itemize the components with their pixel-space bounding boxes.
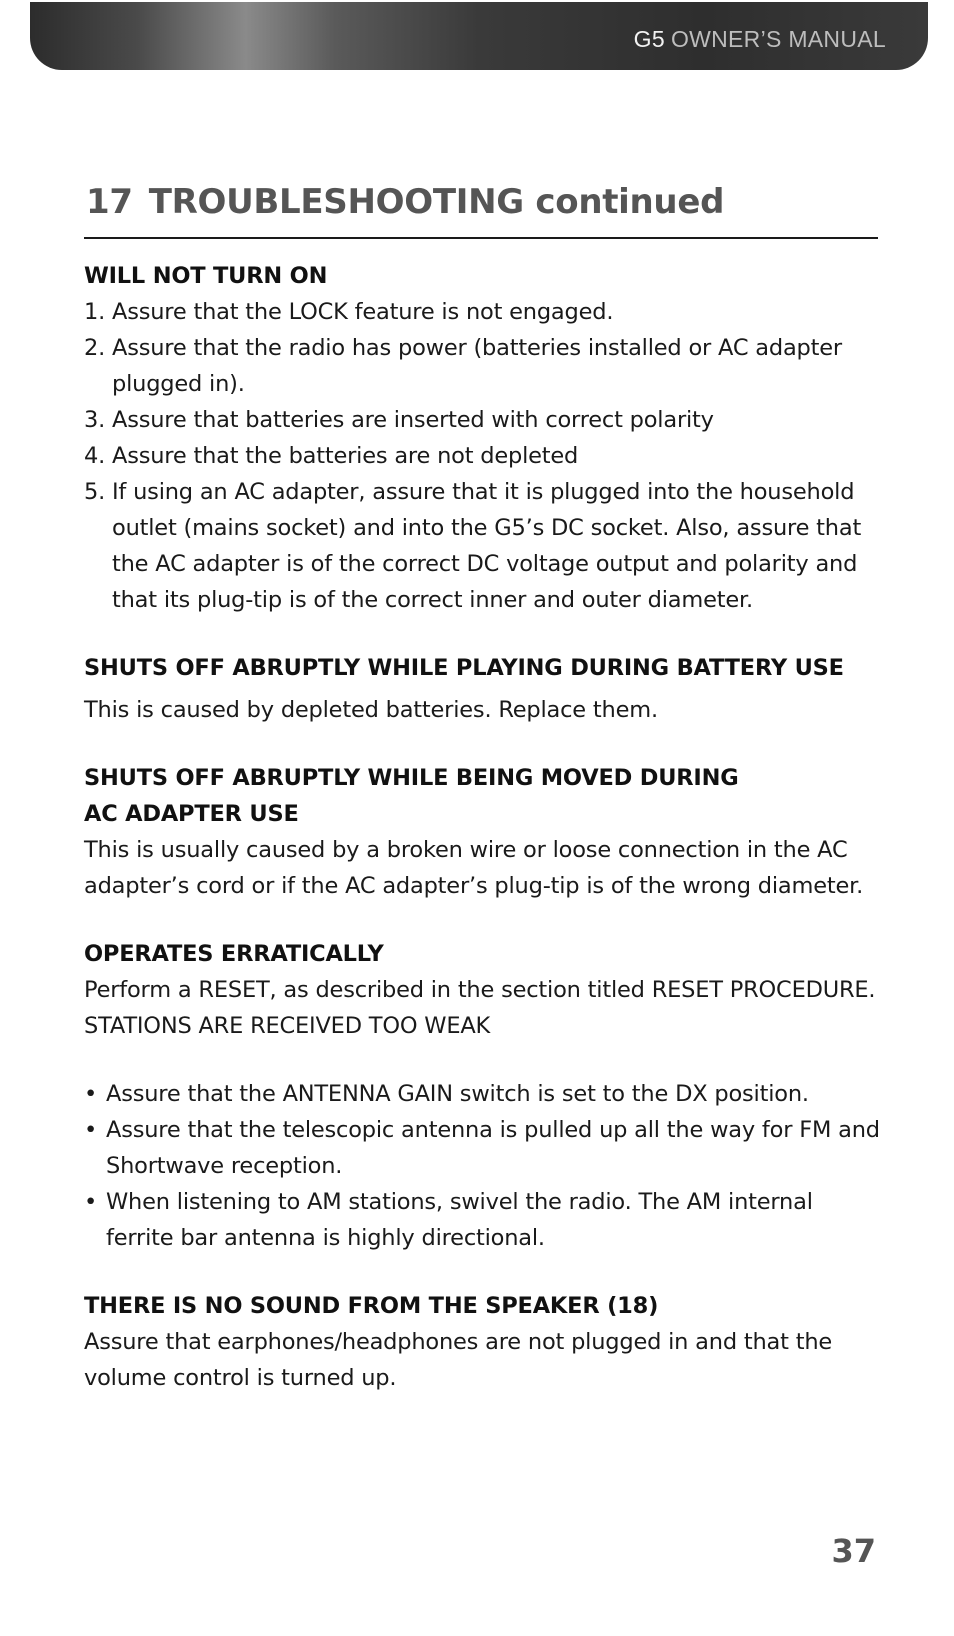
body-shuts-off-ac: This is usually caused by a broken wire or loose connection in the AC adapter’s cord or if the AC adapter’s plug-tip is of the wrong diameter. — [84, 837, 864, 899]
list-item — [84, 330, 884, 402]
list-item — [84, 438, 884, 474]
list-item — [84, 1076, 884, 1112]
weak-reception-tips — [84, 1076, 884, 1256]
step-number: 2. — [84, 335, 106, 361]
heading-shuts-off-battery: SHUTS OFF ABRUPTLY WHILE PLAYING DURING BATTERY USE — [84, 655, 844, 681]
list-item — [84, 474, 884, 618]
bullet: • — [84, 1081, 98, 1107]
title-divider — [84, 237, 878, 239]
step-number: 1. — [84, 299, 106, 325]
step-number: 5. — [84, 479, 106, 505]
bullet: • — [84, 1189, 98, 1215]
section-number: 17 — [86, 182, 133, 222]
list-item — [84, 1112, 884, 1184]
list-item — [84, 402, 884, 438]
heading-will-not-turn-on: WILL NOT TURN ON — [84, 263, 328, 289]
subheading-stations-weak: STATIONS ARE RECEIVED TOO WEAK — [84, 1013, 491, 1039]
section-title: TROUBLESHOOTING continued — [148, 182, 725, 222]
step-text: Assure that the LOCK feature is not engaged. — [112, 299, 614, 325]
header-label — [634, 26, 886, 53]
step-text: Assure that batteries are inserted with correct polarity — [112, 407, 714, 433]
page-number: 37 — [831, 1532, 876, 1570]
step-text: Assure that the radio has power (batteries installed or AC adapter plugged in). — [112, 335, 842, 397]
will-not-turn-on-steps — [84, 294, 884, 618]
header-manual-title: OWNER’S MANUAL — [670, 26, 886, 52]
list-item — [84, 294, 884, 330]
bullet-text: When listening to AM stations, swivel the radio. The AM internal ferrite bar antenna is highly directional. — [106, 1189, 813, 1251]
bullet-text: Assure that the telescopic antenna is pulled up all the way for FM and Shortwave reception. — [106, 1117, 880, 1179]
heading-operates-erratically: OPERATES ERRATICALLY — [84, 941, 384, 967]
troubleshooting-content — [84, 258, 884, 1396]
bullet-text: Assure that the ANTENNA GAIN switch is set to the DX position. — [106, 1081, 809, 1107]
step-number: 3. — [84, 407, 106, 433]
heading-line: SHUTS OFF ABRUPTLY WHILE BEING MOVED DURING — [84, 765, 739, 791]
bullet: • — [84, 1117, 98, 1143]
body-shuts-off-battery: This is caused by depleted batteries. Replace them. — [84, 697, 658, 723]
heading-no-sound: THERE IS NO SOUND FROM THE SPEAKER (18) — [84, 1293, 659, 1319]
heading-shuts-off-ac — [84, 760, 884, 832]
body-operates-erratically: Perform a RESET, as described in the section titled RESET PROCEDURE. — [84, 977, 876, 1003]
list-item — [84, 1184, 884, 1256]
step-number: 4. — [84, 443, 106, 469]
header-model: G5 — [633, 26, 665, 52]
step-text: If using an AC adapter, assure that it is plugged into the household outlet (mains socket) and into the G5’s DC socket. Also, assure that the AC adapter is of the correct DC voltage output and polarity and that its plug-tip is of the correct inner and outer diameter. — [112, 479, 862, 613]
page-title — [86, 182, 724, 222]
step-text: Assure that the batteries are not depleted — [112, 443, 579, 469]
header-bar — [30, 2, 928, 70]
heading-line: AC ADAPTER USE — [84, 801, 299, 827]
body-no-sound: Assure that earphones/headphones are not plugged in and that the volume control is turned up. — [84, 1329, 833, 1391]
